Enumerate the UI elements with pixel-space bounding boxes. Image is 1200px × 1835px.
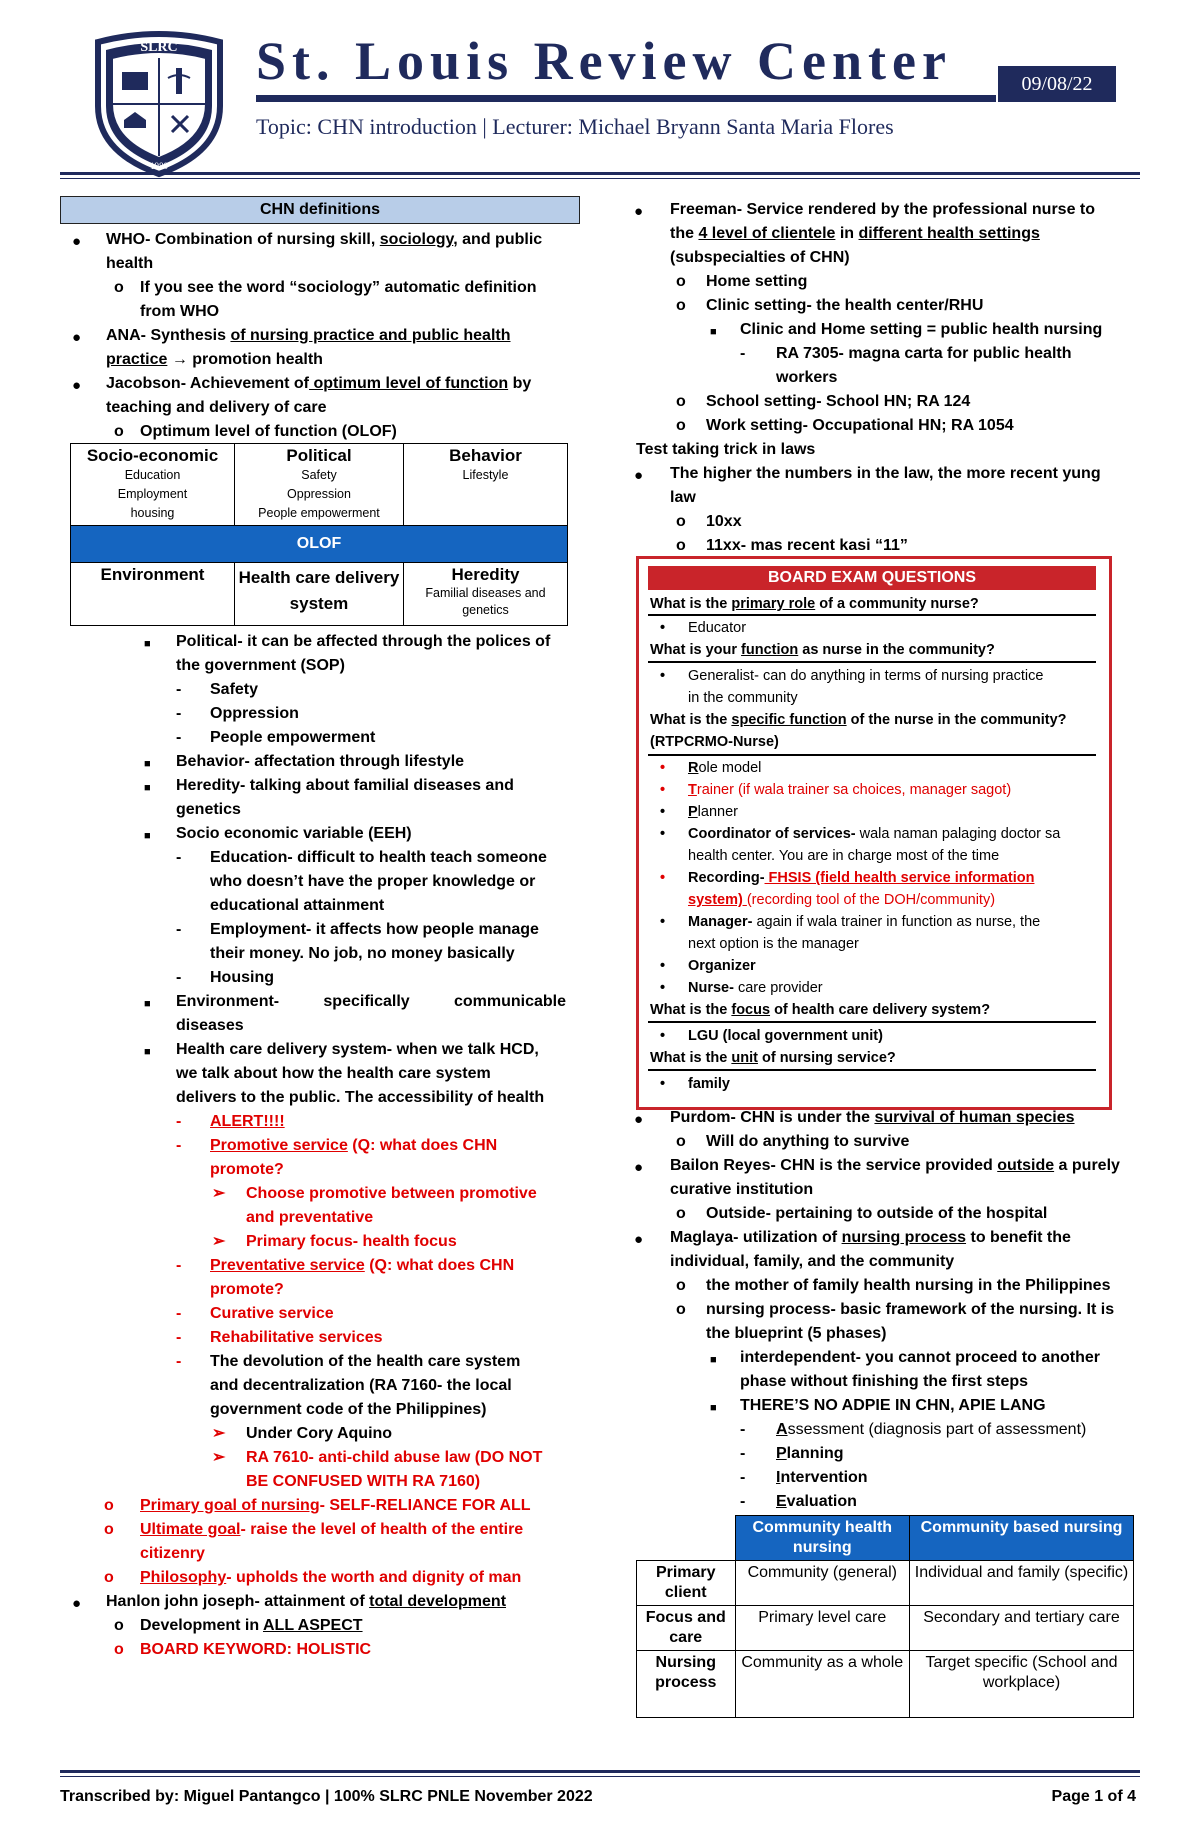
who-note-2: from WHO: [140, 303, 220, 320]
square-bullet-icon: ■: [144, 830, 151, 842]
purdom-note: Will do anything to survive: [706, 1133, 910, 1150]
political-line-2: the government (SOP): [176, 657, 345, 674]
square-bullet-icon: ■: [144, 782, 151, 794]
education-line: Education- difficult to health teach someone: [210, 849, 547, 866]
bailon-line: Bailon Reyes- CHN is the service provided outside a purely: [670, 1157, 1120, 1174]
bullet-icon: ●: [72, 329, 82, 346]
function-trainer: Trainer (if wala trainer sa choices, manager sagot): [688, 782, 1012, 798]
olof-cell-text: Lifestyle: [462, 468, 509, 482]
freeman-line: Freeman- Service rendered by the professional nurse to: [670, 201, 1096, 218]
function-coordinator: Coordinator of services- wala naman palaging doctor sa: [688, 826, 1061, 842]
square-bullet-icon: ■: [144, 758, 151, 770]
dash-icon: -: [176, 1137, 182, 1154]
freeman-line-3: (subspecialties of CHN): [670, 249, 850, 266]
dash-icon: -: [176, 969, 182, 986]
sop-empowerment: People empowerment: [210, 729, 376, 746]
clinic-home-line: Clinic and Home setting = public health nursing: [740, 321, 1103, 338]
arrow-bullet-icon: ➢: [212, 1233, 226, 1250]
hcds-line-3: delivers to the public. The accessibility of health: [176, 1089, 545, 1106]
olof-cell-text: Oppression: [287, 487, 351, 501]
bullet-icon: •: [660, 826, 666, 842]
bullet-icon: ●: [634, 1159, 644, 1176]
board-a4: LGU (local government unit): [688, 1028, 883, 1044]
law-11xx: 11xx- mas recent kasi “11”: [706, 537, 908, 554]
square-bullet-icon: ■: [710, 1354, 717, 1366]
sub-bullet-icon: o: [114, 1641, 124, 1658]
footer-transcriber: Transcribed by: Miguel Pantangco | 100% SLRC PNLE November 2022: [60, 1788, 593, 1805]
square-bullet-icon: ■: [710, 1402, 717, 1414]
development-line: Development in ALL ASPECT: [140, 1617, 363, 1634]
table-cell: Primary level care: [735, 1606, 910, 1651]
curative-line: Curative service: [210, 1305, 334, 1322]
table-row-header: Nursing process: [637, 1651, 736, 1718]
olof-environment: Environment: [100, 565, 205, 584]
dash-icon: -: [740, 1421, 746, 1438]
housing-line: Housing: [210, 969, 274, 986]
ana-line: ANA- Synthesis of nursing practice and public health: [106, 327, 511, 344]
political-line: Political- it can be affected through the polices of: [176, 633, 551, 650]
dash-icon: -: [176, 705, 182, 722]
cory-line: Under Cory Aquino: [246, 1425, 393, 1442]
olof-cell-text: Familial diseases and genetics: [425, 586, 546, 617]
square-bullet-icon: ■: [144, 998, 151, 1010]
board-keyword-line: BOARD KEYWORD: HOLISTIC: [140, 1641, 372, 1658]
bullet-icon: •: [660, 958, 666, 974]
dash-icon: -: [176, 681, 182, 698]
board-exam-title: BOARD EXAM QUESTIONS: [648, 566, 1096, 590]
bullet-icon: ●: [634, 203, 644, 220]
board-a5: family: [688, 1076, 730, 1092]
table-header: Community health nursing: [735, 1516, 910, 1561]
devolution-line-2: and decentralization (RA 7160- the local: [210, 1377, 512, 1394]
purdom-line: Purdom- CHN is under the survival of human species: [670, 1109, 1075, 1126]
apie-line: THERE’S NO ADPIE IN CHN, APIE LANG: [740, 1397, 1046, 1414]
board-q5: What is the unit of nursing service?: [650, 1050, 896, 1066]
function-manager: Manager- again if wala trainer in function as nurse, the: [688, 914, 1041, 930]
bullet-icon: •: [660, 870, 666, 886]
promotive-note: Choose promotive between promotive: [246, 1185, 537, 1202]
dash-icon: -: [176, 729, 182, 746]
bullet-icon: •: [660, 980, 666, 996]
function-nurse: Nurse- care provider: [688, 980, 823, 996]
jacobson-line: Jacobson- Achievement of optimum level of function by: [106, 375, 532, 392]
employment-line: Employment- it affects how people manage: [210, 921, 539, 938]
olof-hcds: Health care delivery system: [238, 568, 400, 613]
function-manager-2: next option is the manager: [688, 936, 859, 952]
olof-cell-text: People empowerment: [258, 506, 380, 520]
promotive-note-2: and preventative: [246, 1209, 374, 1226]
school-setting: School setting- School HN; RA 124: [706, 393, 971, 410]
olof-cell-text: housing: [130, 506, 175, 520]
footer-rule: [60, 1770, 1140, 1773]
olof-heredity: Heredity: [451, 565, 520, 584]
bullet-icon: •: [660, 1028, 666, 1044]
function-organizer: Organizer: [688, 958, 756, 974]
preventative-line-2: promote?: [210, 1281, 284, 1298]
home-setting: Home setting: [706, 273, 808, 290]
table-cell: Target specific (School and workplace): [910, 1651, 1134, 1718]
ra7305-line: RA 7305- magna carta for public health: [776, 345, 1072, 362]
primary-focus-note: Primary focus- health focus: [246, 1233, 457, 1250]
sop-safety: Safety: [210, 681, 259, 698]
interdependent-line: interdependent- you cannot proceed to another: [740, 1349, 1101, 1366]
apie-evaluation: Evaluation: [776, 1493, 857, 1510]
bullet-icon: •: [660, 620, 666, 636]
maglaya-line-2: individual, family, and the community: [670, 1253, 955, 1270]
bullet-icon: •: [660, 782, 666, 798]
function-role-model: Role model: [688, 760, 762, 776]
olof-cell-text: Education: [124, 468, 181, 482]
divider: [648, 614, 1096, 616]
arrow-bullet-icon: ➢: [212, 1425, 226, 1442]
table-cell: Individual and family (specific): [910, 1561, 1134, 1606]
header-rule: [60, 172, 1140, 175]
sub-bullet-icon: o: [104, 1521, 114, 1538]
square-bullet-icon: ■: [710, 326, 717, 338]
board-a1: Educator: [688, 620, 747, 636]
bullet-icon: ●: [72, 377, 82, 394]
divider: [648, 1069, 1096, 1071]
sub-bullet-icon: o: [114, 1617, 124, 1634]
ra7610-line: RA 7610- anti-child abuse law (DO NOT: [246, 1449, 543, 1466]
sub-bullet-icon: o: [676, 537, 686, 554]
arrow-bullet-icon: ➢: [212, 1185, 226, 1202]
olof-cell-text: Safety: [301, 468, 337, 482]
test-trick-heading: Test taking trick in laws: [636, 441, 816, 458]
apie-intervention: Intervention: [776, 1469, 868, 1486]
primary-goal-line: Primary goal of nursing- SELF-RELIANCE FOR ALL: [140, 1497, 531, 1514]
olof-behavior: Behavior: [449, 446, 522, 465]
maglaya-note: the mother of family health nursing in the Philippines: [706, 1277, 1111, 1294]
freeman-line-2: the 4 level of clientele in different health settings: [670, 225, 1040, 242]
bullet-icon: •: [660, 804, 666, 820]
table-cell: Secondary and tertiary care: [910, 1606, 1134, 1651]
philosophy-line: Philosophy- upholds the worth and dignity of man: [140, 1569, 522, 1586]
page-number: Page 1 of 4: [1051, 1788, 1136, 1805]
preventative-line: Preventative service (Q: what does CHN: [210, 1257, 515, 1274]
topic-line: Topic: CHN introduction | Lecturer: Michael Bryann Santa Maria Flores: [256, 114, 894, 139]
ana-line-2: practice → promotion health: [106, 351, 323, 368]
ultimate-goal-line-2: citizenry: [140, 1545, 205, 1562]
sub-bullet-icon: o: [676, 1205, 686, 1222]
table-row-header: Primary client: [637, 1561, 736, 1606]
dash-icon: -: [740, 345, 746, 362]
sub-bullet-icon: o: [676, 1277, 686, 1294]
hcds-line: Health care delivery system- when we talk HCD,: [176, 1041, 539, 1058]
square-bullet-icon: ■: [144, 638, 151, 650]
table-corner: [637, 1516, 736, 1561]
board-q1: What is the primary role of a community nurse?: [650, 596, 979, 612]
devolution-line: The devolution of the health care system: [210, 1353, 521, 1370]
dash-icon: -: [740, 1493, 746, 1510]
olof-center: OLOF: [71, 526, 568, 563]
section-title: CHN definitions: [60, 196, 580, 224]
board-q2: What is your function as nurse in the community?: [650, 642, 995, 658]
table-cell: Community as a whole: [735, 1651, 910, 1718]
olof-label: Optimum level of function (OLOF): [140, 423, 397, 440]
who-line-2: health: [106, 255, 154, 272]
bullet-icon: ●: [634, 1231, 644, 1248]
who-note: If you see the word “sociology” automatic definition: [140, 279, 537, 296]
olof-table: [70, 443, 568, 626]
bullet-icon: •: [660, 668, 666, 684]
olof-political: Political: [286, 446, 352, 465]
sub-bullet-icon: o: [676, 273, 686, 290]
sub-bullet-icon: o: [676, 297, 686, 314]
apie-assessment: Assessment (diagnosis part of assessment): [776, 1421, 1087, 1438]
bullet-icon: ●: [72, 233, 82, 250]
logo-year: 1980: [150, 161, 168, 171]
sub-bullet-icon: o: [676, 1133, 686, 1150]
law-line-2: law: [670, 489, 696, 506]
slrc-logo: [78, 28, 240, 178]
dash-icon: -: [176, 1329, 182, 1346]
sub-bullet-icon: o: [676, 1301, 686, 1318]
sub-bullet-icon: o: [114, 279, 124, 296]
hcds-line-2: we talk about how the health care system: [176, 1065, 491, 1082]
bullet-icon: ●: [634, 467, 644, 484]
board-a2: Generalist- can do anything in terms of nursing practice: [688, 668, 1044, 684]
date-badge: 09/08/22: [998, 66, 1116, 102]
ra7305-line-2: workers: [776, 369, 838, 386]
education-line-3: educational attainment: [210, 897, 385, 914]
ultimate-goal-line: Ultimate goal- raise the level of health of the entire: [140, 1521, 524, 1538]
dash-icon: -: [740, 1445, 746, 1462]
function-recording-2: system) (recording tool of the DOH/community): [688, 892, 996, 908]
logo-text: SLRC: [140, 40, 178, 55]
apie-planning: Planning: [776, 1445, 844, 1462]
function-recording: Recording- FHSIS (field health service information: [688, 870, 1035, 886]
olof-socio: Socio-economic: [86, 446, 219, 465]
title-underline: [256, 95, 996, 102]
dash-icon: -: [176, 921, 182, 938]
square-bullet-icon: ■: [144, 1046, 151, 1058]
bullet-icon: •: [660, 760, 666, 776]
bailon-line-2: curative institution: [670, 1181, 814, 1198]
table-cell: Community (general): [735, 1561, 910, 1606]
function-planner: Planner: [688, 804, 738, 820]
environment-line-2: diseases: [176, 1017, 244, 1034]
bullet-icon: •: [660, 914, 666, 930]
dash-icon: -: [176, 1305, 182, 1322]
promotive-line-2: promote?: [210, 1161, 284, 1178]
clinic-setting: Clinic setting- the health center/RHU: [706, 297, 984, 314]
board-a2-2: in the community: [688, 690, 798, 706]
dash-icon: -: [176, 1353, 182, 1370]
education-line-2: who doesn’t have the proper knowledge or: [210, 873, 536, 890]
heredity-line-2: genetics: [176, 801, 241, 818]
who-line: WHO- Combination of nursing skill, sociology, and public: [106, 231, 543, 248]
sub-bullet-icon: o: [676, 417, 686, 434]
table-header: Community based nursing: [910, 1516, 1134, 1561]
function-coordinator-2: health center. You are in charge most of the time: [688, 848, 1000, 864]
page-title: St. Louis Review Center: [256, 31, 952, 91]
interdependent-line-2: phase without finishing the first steps: [740, 1373, 1029, 1390]
environment-line: Environment- specifically communicable: [176, 993, 566, 1010]
bullet-icon: ●: [72, 1595, 82, 1612]
sub-bullet-icon: o: [114, 423, 124, 440]
work-setting: Work setting- Occupational HN; RA 1054: [706, 417, 1014, 434]
devolution-line-3: government code of the Philippines): [210, 1401, 487, 1418]
dash-icon: -: [176, 1257, 182, 1274]
ra7610-line-2: BE CONFUSED WITH RA 7160): [246, 1473, 481, 1490]
heredity-line: Heredity- talking about familial diseases and: [176, 777, 514, 794]
hanlon-line: Hanlon john joseph- attainment of total development: [106, 1593, 507, 1610]
behavior-line: Behavior- affectation through lifestyle: [176, 753, 465, 770]
sub-bullet-icon: o: [676, 513, 686, 530]
bailon-note: Outside- pertaining to outside of the hospital: [706, 1205, 1048, 1222]
sub-bullet-icon: o: [104, 1497, 114, 1514]
rehab-line: Rehabilitative services: [210, 1329, 383, 1346]
table-row-header: Focus and care: [637, 1606, 736, 1651]
nursing-process-line-2: the blueprint (5 phases): [706, 1325, 887, 1342]
footer-rule-thin: [60, 1776, 1140, 1777]
promotive-line: Promotive service (Q: what does CHN: [210, 1137, 498, 1154]
dash-icon: -: [176, 1113, 182, 1130]
board-q4: What is the focus of health care delivery system?: [650, 1002, 991, 1018]
comparison-table: [636, 1515, 1134, 1718]
bullet-icon: •: [660, 1076, 666, 1092]
header-rule-thin: [60, 178, 1140, 179]
arrow-bullet-icon: ➢: [212, 1449, 226, 1466]
alert-text: ALERT!!!!: [210, 1113, 285, 1130]
divider: [648, 1021, 1096, 1023]
dash-icon: -: [176, 849, 182, 866]
jacobson-line-2: teaching and delivery of care: [106, 399, 327, 416]
maglaya-line: Maglaya- utilization of nursing process to benefit the: [670, 1229, 1071, 1246]
divider: [648, 661, 1096, 663]
bullet-icon: ●: [634, 1111, 644, 1128]
employment-line-2: their money. No job, no money basically: [210, 945, 515, 962]
board-q3: What is the specific function of the nurse in the community?: [650, 712, 1067, 728]
board-q3-2: (RTPCRMO-Nurse): [650, 734, 779, 750]
sop-oppression: Oppression: [210, 705, 299, 722]
divider: [648, 754, 1096, 756]
socio-line: Socio economic variable (EEH): [176, 825, 412, 842]
nursing-process-line: nursing process- basic framework of the nursing. It is: [706, 1301, 1115, 1318]
sub-bullet-icon: o: [104, 1569, 114, 1586]
dash-icon: -: [740, 1469, 746, 1486]
olof-cell-text: Employment: [117, 487, 188, 501]
law-line: The higher the numbers in the law, the more recent yung: [670, 465, 1101, 482]
sub-bullet-icon: o: [676, 393, 686, 410]
law-10xx: 10xx: [706, 513, 742, 530]
